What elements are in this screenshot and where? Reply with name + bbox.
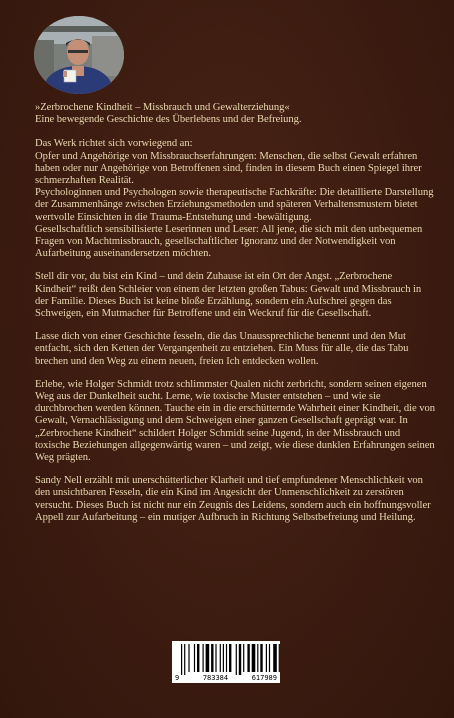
barcode-bar bbox=[220, 644, 221, 672]
barcode-bar bbox=[223, 644, 224, 672]
audience-victims: Opfer und Angehörige von Missbrauchserfahrungen: Menschen, die selbst Gewalt erfahren haben oder nur Angehörige von Betroffenen sind, finden in diesem Buch einen Spiegel ihrer schmerzhaften Realität. bbox=[35, 150, 422, 187]
back-cover-text bbox=[35, 102, 435, 535]
barcode-bar bbox=[197, 644, 199, 672]
barcode-bar bbox=[226, 644, 227, 672]
barcode-digits bbox=[172, 674, 280, 682]
barcode-bar bbox=[260, 644, 262, 672]
barcode-digit-first: 9 bbox=[175, 674, 180, 682]
audience-block bbox=[35, 138, 435, 260]
barcode-bars-icon bbox=[172, 641, 280, 675]
barcode-digit-group-1: 783384 bbox=[202, 674, 229, 682]
paragraph-imagine: Stell dir vor, du bist ein Kind – und dein Zuhause ist ein Ort der Angst. „Zerbrochene Kindheit“ reißt den Schleier von einem der letzten großen Tabus: Gewalt und Missbrauch in der Familie. Dieses Buch ist keine bloße Erzählung, sondern ein Aufschrei gegen das Schweigen, ein Mutmacher für Betroffene und ein Weckruf für die Gesellschaft. bbox=[35, 271, 422, 320]
barcode-bar bbox=[257, 644, 258, 672]
barcode-bar bbox=[194, 644, 195, 672]
isbn-barcode bbox=[172, 641, 280, 683]
barcode-bar bbox=[203, 644, 204, 672]
barcode-bar bbox=[211, 644, 213, 672]
barcode-bar bbox=[269, 644, 270, 672]
barcode-bar bbox=[181, 644, 182, 675]
title-line: »Zerbrochene Kindheit – Missbrauch und Gewalterziehung« bbox=[35, 102, 290, 113]
subtitle-line: Eine bewegende Geschichte des Überlebens und der Befreiung. bbox=[35, 114, 302, 126]
paragraph-author: Sandy Nell erzählt mit unerschütterlicher Klarheit und tief empfundener Menschlichkeit von den unsichtbaren Fesseln, die ein Kind im Angesicht der Unmenschlichkeit zu zerstören versucht. Dieses Buch ist nicht nur ein Zeugnis des Leidens, sondern auch ein hoffnungsvoller Appell zur Aufarbeitung – ein mutiger Aufbruch in Richtung Selbstbefreiung und Heilung. bbox=[35, 475, 431, 523]
barcode-bar bbox=[266, 644, 267, 672]
barcode-bar bbox=[273, 644, 277, 672]
intro-block bbox=[35, 102, 435, 126]
audience-therapists: Psychologinnen und Psychologen sowie therapeutische Fachkräfte: Die detaillierte Darstellung der Zusammenhänge zwischen Erziehungsmethoden und späteren Verhaltensmustern bietet wertvolle Einsichten in die Trauma-Entstehung und -bewältigung. bbox=[35, 187, 434, 223]
barcode-bar bbox=[239, 644, 241, 675]
barcode-bar bbox=[206, 644, 210, 672]
barcode-bar bbox=[243, 644, 244, 672]
paragraph-experience: Erlebe, wie Holger Schmidt trotz schlimmster Qualen nicht zerbricht, sondern seinen eigenen Weg aus der Dunkelheit sucht. Lerne, wie toxische Muster entstehen – und wie sie durchbrochen werden können. Tauche ein in die erschütternde Wahrheit einer Kindheit, die von Gewalt, Vernachlässigung und dem Schweigen einer ganzen Gesellschaft geprägt war. In „Zerbrochene Kindheit“ schildert Holger Schmidt seine Jugend, in der Missbrauch und toxische Beziehungen allgegenwärtig waren – und zeigt, wie diese dunklen Erfahrungen seinen Weg prägten. bbox=[35, 378, 435, 464]
paragraph-captivate: Lasse dich von einer Geschichte fesseln, die das Unaussprechliche benennt und den Mut entfacht, sich den Ketten der Vergangenheit zu entziehen. Ein Muss für alle, die das Tabu brechen und den Weg zu einem neuen, freien Ich entdecken wollen. bbox=[35, 331, 409, 367]
barcode-bar bbox=[252, 644, 256, 672]
audience-readers: Gesellschaftlich sensibilisierte Leserinnen und Leser: All jene, die sich mit den unbequemen Fragen von Machtmissbrauch, gesellschaftlicher Ignoranz und der Notwendigkeit von Aufarbeitung auseinandersetzen möchten. bbox=[35, 223, 423, 260]
barcode-bar bbox=[236, 644, 237, 675]
author-portrait-icon bbox=[34, 16, 124, 94]
barcode-bar bbox=[188, 644, 189, 672]
author-photo bbox=[34, 16, 124, 94]
barcode-digit-group-2: 617989 bbox=[251, 674, 277, 682]
audience-heading: Das Werk richtet sich vorwiegend an: bbox=[35, 138, 193, 150]
barcode-bar bbox=[229, 644, 231, 672]
barcode-bar bbox=[215, 644, 216, 672]
barcode-bar bbox=[247, 644, 249, 672]
barcode-bar bbox=[279, 644, 280, 672]
barcode-bar bbox=[184, 644, 185, 675]
